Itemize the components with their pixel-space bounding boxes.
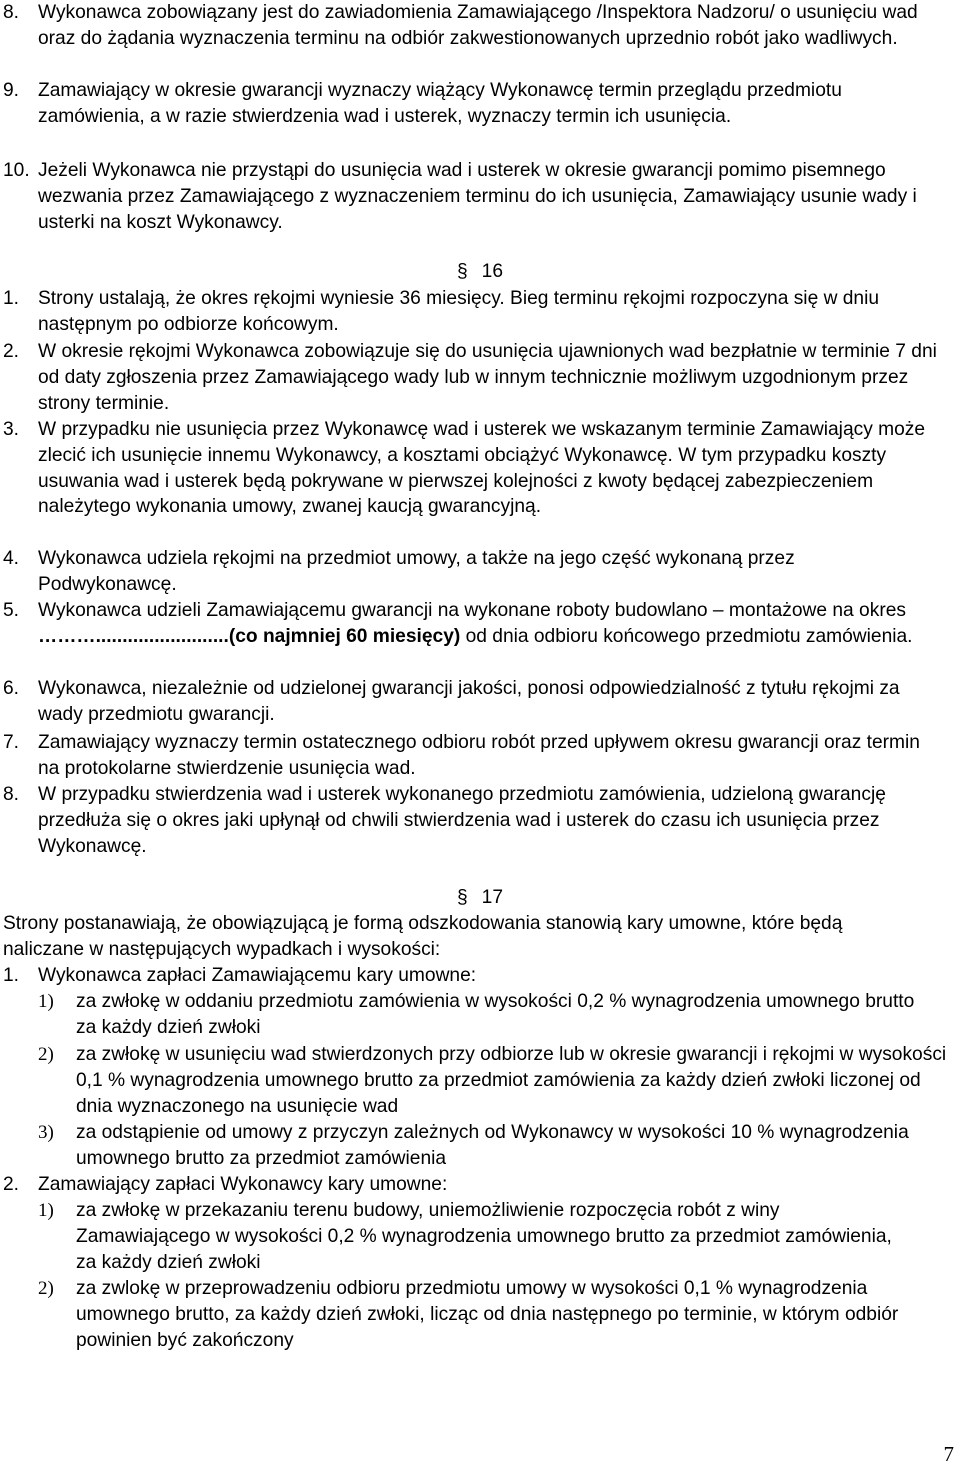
clause-item (3, 286, 958, 338)
clause-item (3, 676, 933, 728)
sub-clause-item (38, 989, 918, 1041)
clause-number: 1. (3, 288, 20, 309)
sub-clause-number: 2) (38, 1278, 54, 1299)
sub-clause-number: 2) (38, 1044, 54, 1065)
clause-item (3, 417, 928, 520)
clause-text-part: Wykonawca udzieli Zamawiającemu gwarancji na wykonane roboty budowlano – montażowe na okres (38, 600, 906, 621)
sub-clause-item (38, 1198, 908, 1275)
clause-text-part: od dnia odbioru końcowego przedmiotu zamówienia. (460, 625, 913, 647)
clause-number: 5. (3, 600, 20, 621)
sub-clause-item (38, 1120, 938, 1172)
sub-clause-number: 3) (38, 1122, 54, 1143)
section-heading-16 (0, 259, 960, 285)
clause-number: 10. (3, 160, 30, 181)
sub-clause-text: za zwlokę w przeprowadzeniu odbioru przedmiotu umowy w wysokości 0,1 % wynagrodzenia umownego brutto, za każdy dzień zwłoki, licząc od dnia następnego po terminie, w którym odbiór powinien być zakończony (76, 1278, 899, 1351)
clause-item (3, 339, 948, 416)
clause-number: 7. (3, 732, 20, 753)
clause-text: Zamawiający w okresie gwarancji wyznaczy wiążący Wykonawcę termin przeglądu przedmiotu zamówienia, a w razie stwierdzenia wad i usterek, wyznaczy termin ich usunięcia. (38, 80, 842, 127)
clause-number: 3. (3, 419, 20, 440)
clause-text: Jeżeli Wykonawca nie przystąpi do usunięcia wad i usterek w okresie gwarancji pomimo pisemnego wezwania przez Zamawiającego z wyznaczeniem terminu do ich usunięcia, Zamawiający usunie wady i usterki na koszt Wykonawcy. (38, 160, 917, 233)
section-intro: Strony postanawiają, że obowiązującą je formą odszkodowania stanowią kary umowne, które będą naliczane w następujących wypadkach i wysokości: (3, 913, 843, 960)
clause-text-bold: ……….........................(co najmniej 60 miesięcy) (38, 625, 461, 647)
clause-text: W przypadku stwierdzenia wad i usterek wykonanego przedmiotu zamówienia, udzieloną gwarancję przedłuża się o okres jaki upłynął od chwili stwierdzenia wad i usterek do czasu ich usunięcia przez Wykonawcę. (38, 784, 886, 857)
clause-number: 9. (3, 80, 20, 101)
clause-item (3, 546, 903, 598)
sub-clause-text: za zwłokę w oddaniu przedmiotu zamówienia w wysokości 0,2 % wynagrodzenia umownego brutto za każdy dzień zwłoki (76, 991, 915, 1038)
sub-clause-text: za odstąpienie od umowy z przyczyn zależnych od Wykonawcy w wysokości 10 % wynagrodzenia umownego brutto za przedmiot zamówienia (76, 1122, 909, 1169)
clause-text: Wykonawca udziela rękojmi na przedmiot umowy, a także na jego część wykonaną przez Podwykonawcę. (38, 548, 795, 595)
section-number: 16 (481, 261, 503, 282)
section-sign: § (456, 261, 468, 282)
clause-text: Wykonawca zobowiązany jest do zawiadomienia Zamawiającego /Inspektora Nadzoru/ o usunięciu wad oraz do żądania wyznaczenia terminu na odbiór zakwestionowanych uprzednio robót jako wadliwych. (38, 2, 918, 49)
section-number: 17 (481, 887, 503, 908)
clause-item (3, 782, 958, 859)
clause-number: 2. (3, 1174, 20, 1195)
clause-item (3, 1172, 903, 1198)
clause-text: W okresie rękojmi Wykonawca zobowiązuje się do usunięcia ujawnionych wad bezpłatnie w terminie 7 dni od daty zgłoszenia przez Zamawiającego wady lub w innym technicznie możliwym uzgodnionym przez strony terminie. (38, 341, 937, 414)
page-number: 7 (943, 1442, 954, 1466)
clause-item (3, 158, 958, 235)
clause-item (3, 598, 958, 650)
sub-clause-item (38, 1276, 948, 1353)
clause-text (38, 598, 958, 650)
clause-item (3, 730, 923, 782)
clause-text: Strony ustalają, że okres rękojmi wyniesie 36 miesięcy. Bieg terminu rękojmi rozpoczyna się w dniu następnym po odbiorze końcowym. (38, 288, 880, 335)
clause-text: Wykonawca, niezależnie od udzielonej gwarancji jakości, ponosi odpowiedzialność z tytułu rękojmi za wady przedmiotu gwarancji. (38, 678, 900, 725)
clause-text: Zamawiający zapłaci Wykonawcy kary umowne: (38, 1174, 448, 1195)
sub-clause-item (38, 1042, 948, 1119)
clause-text: Wykonawca zapłaci Zamawiającemu kary umowne: (38, 965, 477, 986)
sub-clause-text: za zwłokę w usunięciu wad stwierdzonych przy odbiorze lub w okresie gwarancji i rękojmi w wysokości 0,1 % wynagrodzenia umownego brutto za przedmiot zamówienia za każdy dzień zwłoki liczonej od dnia wyznaczonego na usunięcie wad (76, 1044, 947, 1117)
section-heading-17 (0, 885, 960, 911)
section-sign: § (456, 887, 468, 908)
sub-clause-number: 1) (38, 1200, 54, 1221)
clause-number: 6. (3, 678, 20, 699)
sub-clause-number: 1) (38, 991, 54, 1012)
clause-number: 1. (3, 965, 20, 986)
clause-text: W przypadku nie usunięcia przez Wykonawcę wad i usterek we wskazanym terminie Zamawiający może zlecić ich usunięcie innemu Wykonawcy, a kosztami obciążyć Wykonawcę. W tym przypadku koszty usuwania wad i usterek będą pokrywane w pierwszej kolejności z kwoty będącej zabezpieczeniem należytego wykonania umowy, zwanej kaucją gwarancyjną. (38, 419, 926, 518)
clause-item (3, 78, 948, 130)
clause-text: Zamawiający wyznaczy termin ostatecznego odbioru robót przed upływem okresu gwarancji oraz termin na protokolarne stwierdzenie usunięcia wad. (38, 732, 920, 779)
clause-number: 4. (3, 548, 20, 569)
clause-number: 2. (3, 341, 20, 362)
clause-number: 8. (3, 2, 20, 23)
clause-item (3, 963, 903, 989)
clause-item (3, 0, 948, 52)
clause-number: 8. (3, 784, 20, 805)
sub-clause-text: za zwłokę w przekazaniu terenu budowy, uniemożliwienie rozpoczęcia robót z winy Zamawiającego w wysokości 0,2 % wynagrodzenia umownego brutto za przedmiot zamówienia, za każdy dzień zwłoki (76, 1200, 892, 1273)
